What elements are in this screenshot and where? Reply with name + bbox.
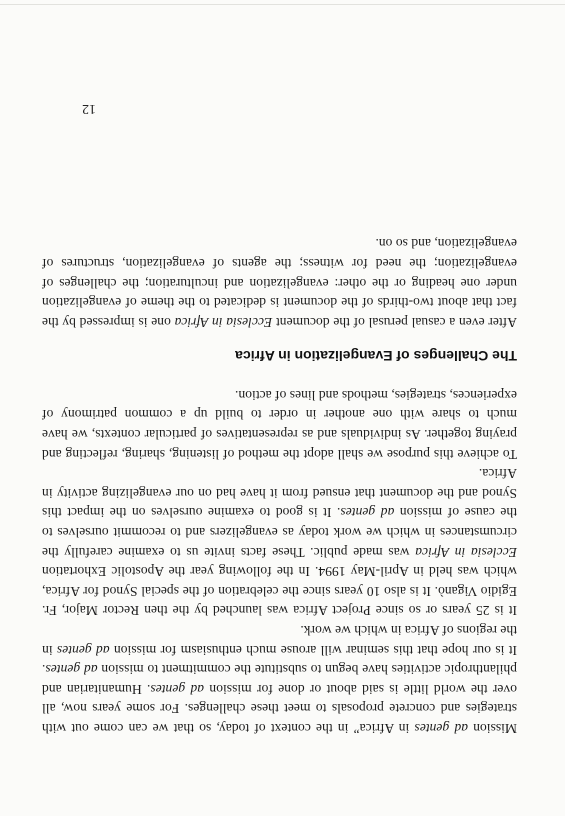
paragraph: To achieve this purpose we shall adopt the method of listening, sharing, reflecting and praying together. As individuals and as representatives of particular contexts, we have much to share with one another in order to build up a common patrimony of experiences, strategies, methods and lines of action. (42, 387, 517, 462)
italic-term: ad gentes (340, 505, 395, 521)
italic-term: ad gentes (150, 681, 205, 697)
italic-term: ad gentes (45, 662, 98, 678)
italic-term: Ecclesia in Africa (415, 544, 517, 560)
paragraph: It is 25 years or so since Project Africa was launched by the then Rector Major, Fr. Egidio Viganò. It is also 10 years since the celebration of the special Synod for Africa, which was held in April-May 1994. In the following year the Apostolic Exhortation Ecclesia in Africa was made public. These facts invite us to examine carefully the circumstances in which we work today as evangelizers and to recommit ourselves to the cause of mission ad gentes. It is good to examine ourselves on the impact this Synod and the document that ensued from it have had on our evangelizing activity in Africa. (42, 466, 517, 619)
paragraph: Mission ad gentes in Africa” in the context of today, so that we can come out with strategies and concrete proposals to meet these challenges. For some years now, all over the world little is said about or done for mission ad gentes. Humanitarian and philanthropic activities have begun to substitute the commitment to mission ad gentes. It is our hope that this seminar will arouse much enthusiasm for mission ad gentes in the regions of Africa in which we work. (42, 623, 517, 736)
section-heading: The Challenges of Evangelization in Africa (235, 348, 517, 365)
paragraph: After even a casual perusal of the document Ecclesia in Africa one is impressed by the fact that about two-thirds of the document is dedicated to the theme of evangelization under one heading or the other: evangelization and inculturation; the challenges of evangelization; the need for witness; the agents of evangelization, structures of evangelization, and so on. (42, 236, 517, 330)
body-text (42, 234, 517, 738)
italic-term: Ecclesia in Africa (174, 314, 273, 330)
italic-term: ad gentes (56, 642, 110, 658)
page-number: 12 (82, 101, 96, 116)
italic-term: ad gentes (414, 721, 468, 736)
